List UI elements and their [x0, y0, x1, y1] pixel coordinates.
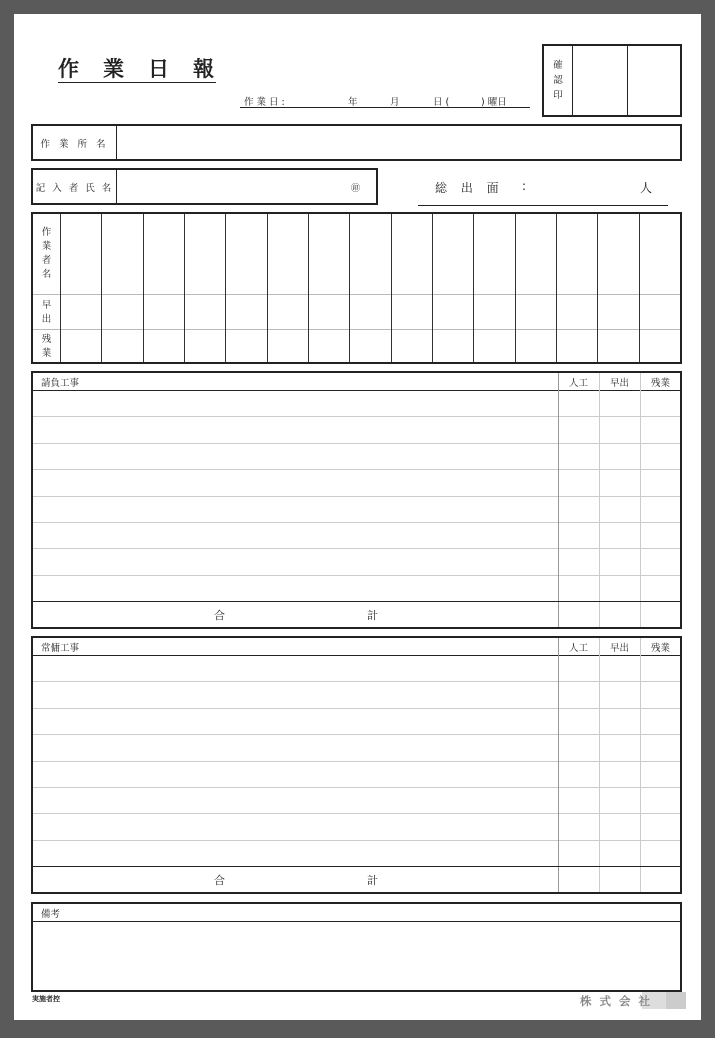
stamp-label-char: 印: [553, 90, 563, 101]
confirmation-stamp-label: [544, 46, 573, 115]
workers-grid[interactable]: [31, 212, 682, 364]
worker-name-label: [33, 214, 61, 294]
col-labor-header: 人工: [568, 378, 588, 389]
total-label-a: 合: [214, 609, 225, 622]
notes-title: 備考: [41, 909, 61, 920]
worker-column-line: [349, 214, 350, 362]
total-attendance-label: 総 出 面: [435, 181, 504, 195]
col-early-header: 早出: [609, 378, 629, 389]
title-char: 報: [193, 57, 216, 81]
col-labor-header: 人工: [568, 643, 588, 654]
work-line: [33, 813, 680, 814]
work-date-field[interactable]: [240, 93, 530, 108]
overtime-label: [33, 329, 61, 363]
page-title: [58, 56, 216, 83]
work-line: [33, 681, 680, 682]
label-char: 作: [41, 227, 52, 238]
regular-work-header: [33, 638, 680, 656]
weekday-label: ) 曜日: [481, 97, 507, 108]
label-char: 出: [41, 313, 52, 325]
title-char: 日: [148, 57, 171, 81]
title-char: 作: [58, 57, 81, 81]
work-line: [33, 840, 680, 841]
worker-column-line: [556, 214, 557, 362]
work-line: [33, 548, 680, 549]
value-column-line: [599, 638, 600, 892]
total-attendance-colon: :: [522, 179, 527, 193]
footer-copy-label: 実施者控: [32, 995, 60, 1003]
label-char: 者: [41, 255, 52, 266]
early-label: [33, 294, 61, 330]
work-line: [33, 496, 680, 497]
work-site-row[interactable]: [31, 124, 682, 161]
worker-column-line: [597, 214, 598, 362]
worker-column-line: [308, 214, 309, 362]
label-char: 業: [41, 347, 52, 359]
contract-work-section[interactable]: [31, 371, 682, 629]
worker-column-line: [432, 214, 433, 362]
recorder-label: 記 入 者 氏 名: [33, 170, 117, 203]
contract-work-header: [33, 373, 680, 391]
work-line: [33, 522, 680, 523]
regular-total-row: [33, 866, 680, 893]
label-char: 業: [41, 241, 52, 252]
contract-total-row: [33, 601, 680, 628]
grid-row-divider: [60, 329, 680, 330]
value-column-line: [640, 638, 641, 892]
worker-column-line: [473, 214, 474, 362]
company-name-box-edge: [666, 992, 686, 1009]
year-label: 年: [348, 97, 358, 108]
total-attendance-field[interactable]: [418, 176, 668, 206]
work-line: [33, 416, 680, 417]
work-line: [33, 708, 680, 709]
worker-column-line: [267, 214, 268, 362]
worker-column-line: [639, 214, 640, 362]
seal-mark: ㊞: [350, 184, 360, 194]
value-column-line: [558, 638, 559, 892]
worker-column-line: [515, 214, 516, 362]
day-label: 日 (: [433, 97, 450, 108]
worker-column-line: [101, 214, 102, 362]
stamp-divider: [627, 46, 628, 115]
worker-column-line: [391, 214, 392, 362]
month-label: 月: [390, 97, 400, 108]
total-label-b: 計: [367, 609, 378, 622]
work-line: [33, 787, 680, 788]
confirmation-stamp-box[interactable]: [542, 44, 682, 117]
company-label: 株 式 会 社: [580, 994, 653, 1008]
notes-section[interactable]: [31, 902, 682, 992]
work-site-label: 作 業 所 名: [33, 126, 117, 159]
stamp-label-char: 認: [553, 75, 563, 86]
recorder-row[interactable]: [31, 168, 378, 205]
col-early-header: 早出: [609, 643, 629, 654]
col-overtime-header: 残業: [650, 378, 670, 389]
stamp-label-char: 確: [553, 60, 563, 71]
work-line: [33, 443, 680, 444]
worker-column-line: [143, 214, 144, 362]
worker-column-line: [60, 214, 61, 362]
label-char: 名: [41, 269, 52, 280]
work-line: [33, 575, 680, 576]
regular-work-title: 常傭工事: [41, 643, 80, 654]
work-line: [33, 761, 680, 762]
title-char: 業: [103, 57, 126, 81]
worker-column-line: [225, 214, 226, 362]
regular-work-section[interactable]: [31, 636, 682, 894]
value-column-line: [599, 373, 600, 627]
contract-work-title: 請負工事: [41, 378, 80, 389]
work-line: [33, 734, 680, 735]
total-label-b: 計: [367, 874, 378, 887]
label-char: 残: [41, 333, 52, 345]
total-attendance-unit: 人: [640, 181, 653, 195]
label-char: 早: [41, 299, 52, 311]
work-date-label: 作 業 日 :: [244, 97, 285, 108]
value-column-line: [640, 373, 641, 627]
total-label-a: 合: [214, 874, 225, 887]
value-column-line: [558, 373, 559, 627]
worker-column-line: [184, 214, 185, 362]
notes-header: [33, 904, 680, 922]
col-overtime-header: 残業: [650, 643, 670, 654]
grid-row-divider: [60, 294, 680, 295]
work-line: [33, 469, 680, 470]
